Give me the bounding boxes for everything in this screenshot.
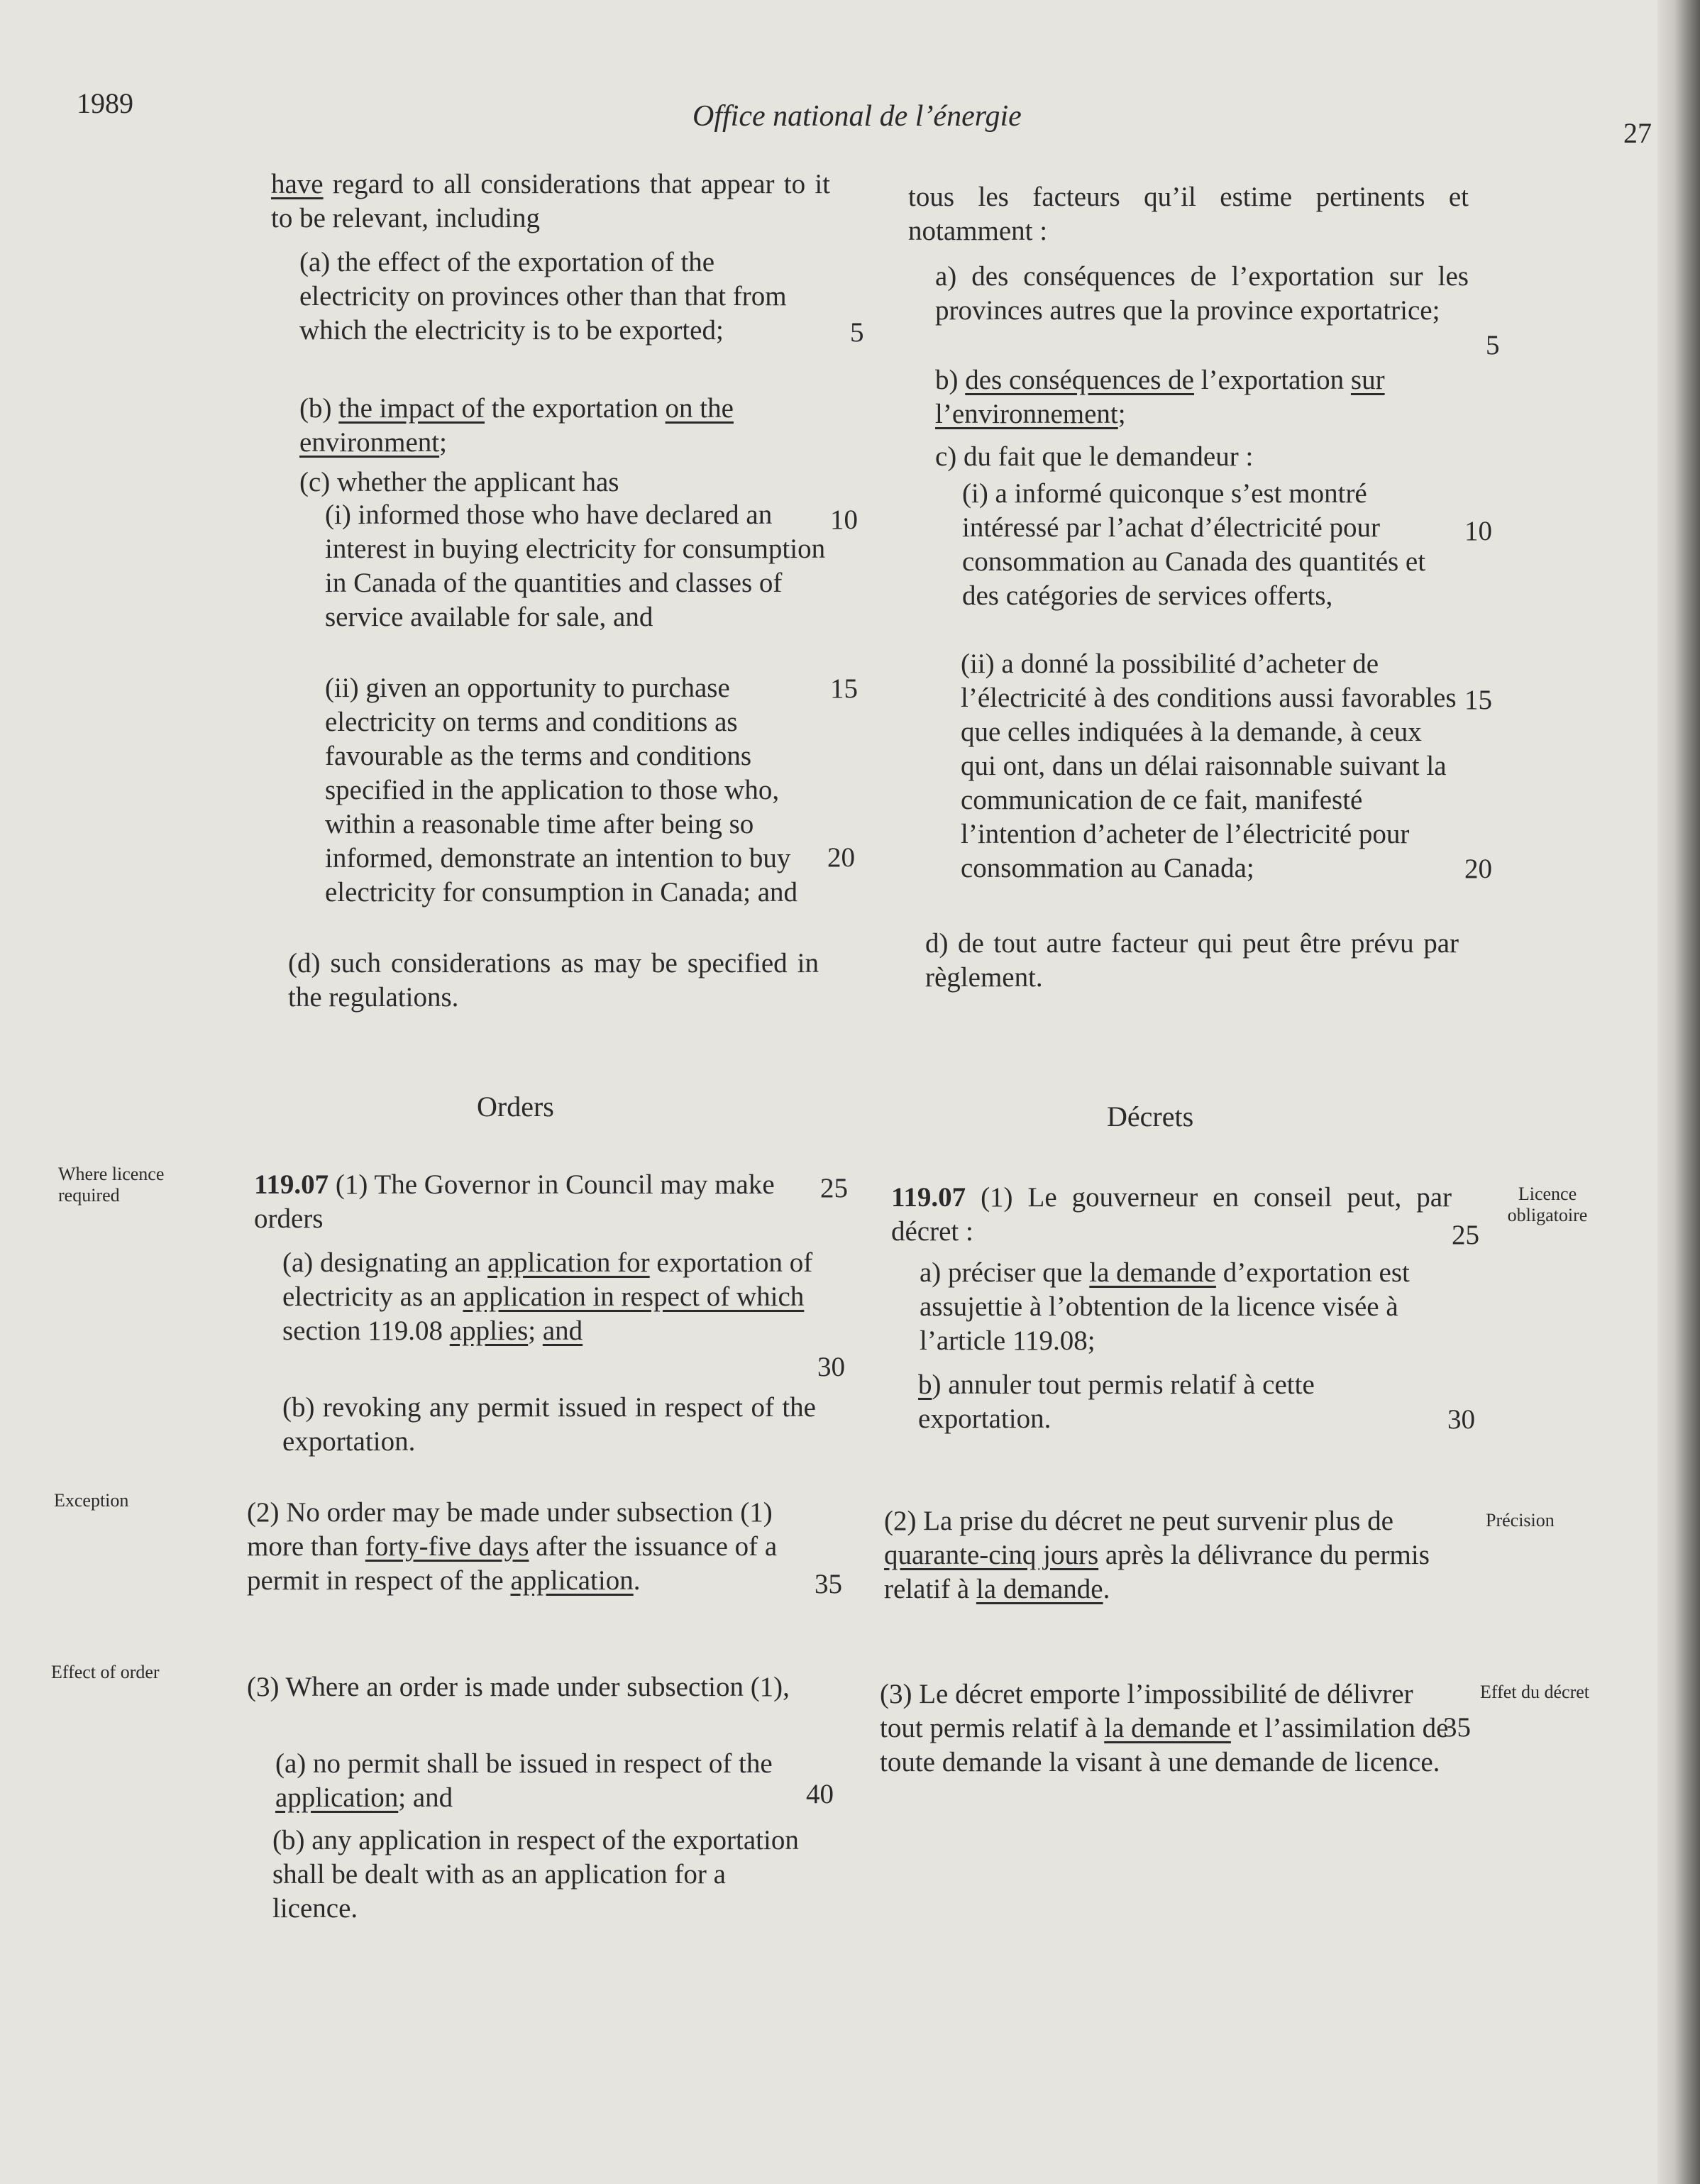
fr-line-number: 35 [1443,1712,1471,1743]
fr-section-3: (3) Le décret emporte l’impossibilité de délivrer tout permis relatif à la demande et l’assimilation de toute demande la visant à une demande de licence. [880,1679,1449,1777]
fr-section-2: (2) La prise du décret ne peut survenir plus de quarante-cinq jours après la délivrance du permis relatif à la demande. [884,1506,1430,1604]
fr-para-c-ii: (ii) a donné la possibilité d’acheter de l’électricité à des conditions aussi favorables que celles indiquées à la demande, à ceux qui ont, dans un délai raisonnable suivant la communication de ce fait, manifesté l’intention d’acheter de l’électricité pour consommation au Canada; [961,649,1457,883]
fr-para-c: c) du fait que le demandeur : [935,441,1254,472]
fr-intro: tous les facteurs qu’il estime pertinents et notamment : [908,182,1469,246]
fr-para-a: a) des conséquences de l’exportation sur les provinces autres que la province exportatrice; [935,261,1469,326]
en-para-1a: (a) designating an application for exportation of electricity as an application in respect of which section 119.08 applies; and [282,1247,813,1346]
en-line-number: 5 [850,317,864,348]
fr-line-number: 30 [1447,1404,1475,1435]
fr-line-number: 15 [1464,685,1492,715]
fr-para-c-i: (i) a informé quiconque s’est montré intéressé par l’achat d’électricité pour consommation au Canada des quantités et des catégories de services offerts, [962,478,1426,611]
en-line-number: 20 [827,842,855,873]
fr-line-number: 5 [1486,330,1500,360]
margin-note-effet-du-decret: Effet du décret [1480,1682,1589,1702]
en-intro: have regard to all considerations that appear to it to be relevant, including [271,169,830,233]
en-para-c-i: (i) informed those who have declared an interest in buying electricity for consumption in Canada of the quantities and classes of service available for sale, and [325,500,826,632]
fr-section-119-07-1: 119.07 (1) Le gouverneur en conseil peut, par décret : [891,1182,1452,1247]
margin-note-precision: Précision [1486,1510,1555,1531]
en-para-1b: (b) revoking any permit issued in respect of the exportation. [282,1392,816,1457]
margin-note-exception: Exception [54,1490,129,1511]
fr-para-b: b) des conséquences de l’exportation sur l’environnement; [935,365,1385,429]
fr-heading-decrets: Décrets [1107,1101,1194,1132]
page-edge-shadow [1657,0,1700,2184]
fr-para-d: d) de tout autre facteur qui peut être prévu par règlement. [925,928,1459,993]
en-section-3: (3) Where an order is made under subsection (1), [247,1672,790,1702]
en-para-b: (b) the impact of the exportation on the environment; [299,393,734,458]
en-para-3b: (b) any application in respect of the exportation shall be dealt with as an application for a licence. [272,1825,799,1924]
page-number: 27 [1623,117,1652,149]
en-para-c-ii: (ii) given an opportunity to purchase electricity on terms and conditions as favourable as the terms and conditions specified in the application to those who, within a reasonable time after being so informed, demonstrate an intention to buy electricity for consumption in Canada; and [325,673,798,908]
en-line-number: 10 [830,504,858,535]
en-para-a: (a) the effect of the exportation of the electricity on provinces other than that from which the electricity is to be exported; [299,247,787,346]
en-section-2: (2) No order may be made under subsection (1) more than forty-five days after the issuance of a permit in respect of the application. [247,1497,778,1596]
en-line-number: 30 [817,1352,845,1382]
page-year: 1989 [77,87,133,119]
running-title: Office national de l’énergie [692,100,1022,133]
margin-note-licence-obligatoire: Licence obligatoire [1507,1184,1588,1225]
en-section-119-07-1: 119.07 (1) The Governor in Council may make orders [254,1169,775,1234]
en-para-3a: (a) no permit shall be issued in respect of the application; and [275,1748,773,1813]
en-para-c: (c) whether the applicant has [299,467,619,497]
en-line-number: 25 [820,1173,848,1203]
margin-note-where-licence-required: Where licence required [58,1164,165,1206]
en-para-d: (d) such considerations as may be specified in the regulations. [288,948,819,1013]
fr-line-number: 25 [1452,1220,1479,1250]
en-heading-orders: Orders [477,1091,554,1123]
margin-note-effect-of-order: Effect of order [51,1662,160,1682]
en-line-number: 35 [815,1569,842,1599]
fr-para-1b: b) annuler tout permis relatif à cette exportation. [918,1369,1315,1434]
fr-para-1a: a) préciser que la demande d’exportation est assujettie à l’obtention de la licence visée à l’article 119.08; [920,1257,1410,1356]
fr-line-number: 10 [1464,516,1492,546]
fr-line-number: 20 [1464,854,1492,884]
en-line-number: 15 [830,673,858,704]
en-line-number: 40 [806,1779,834,1809]
